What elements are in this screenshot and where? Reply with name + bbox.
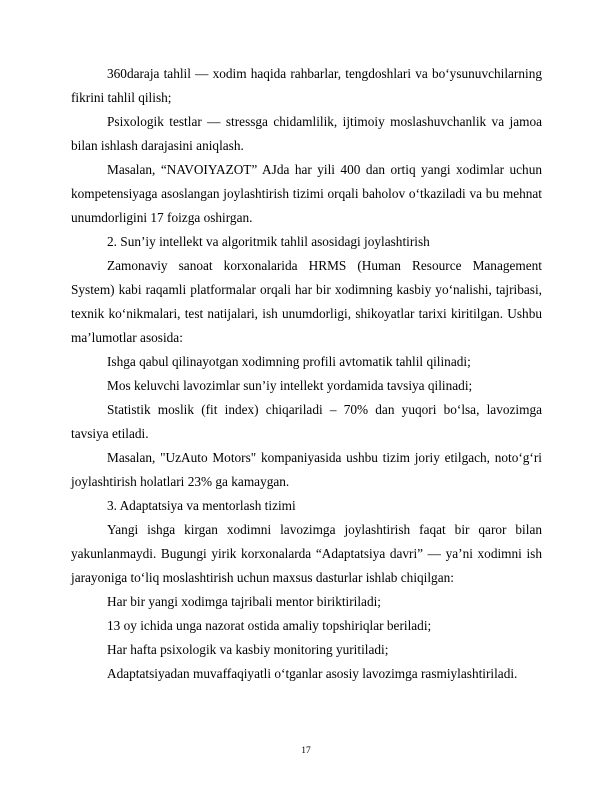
list-item-position-recommendation: Mos keluvchi lavozimlar sun’iy intellekt yordamida tavsiya qilinadi;: [107, 378, 473, 393]
list-item-formalization: Adaptatsiyadan muvaffaqiyatli o‘tganlar asosiy lavozimga rasmiylashtiriladi.: [107, 666, 518, 681]
section-heading-ai-placement: 2. Sun’iy intellekt va algoritmik tahlil asosidagi joylashtirish: [107, 234, 430, 249]
paragraph-adaptation-period: Yangi ishga kirgan xodimni lavozimga joylashtirish faqat bir qaror bilan yakunlanmaydi. Bugungi yirik korxonalarda “Adaptatsiya davri” — ya’ni xodimni ish jarayoniga to‘liq moslashtirish uchun maxsus dasturlar ishlab chiqilgan:: [71, 522, 542, 585]
page-number: 17: [301, 746, 311, 756]
list-item-mentor-assigned: Har bir yangi xodimga tajribali mentor biriktiriladi;: [107, 594, 381, 609]
list-item-fit-index: Statistik moslik (fit index) chiqariladi – 70% dan yuqori bo‘lsa, lavozimga tavsiya etiladi.: [71, 402, 542, 441]
paragraph-psychological-tests: Psixologik testlar — stressga chidamlilik, ijtimoiy moslashuvchanlik va jamoa bilan ishlash darajasini aniqlash.: [71, 114, 542, 153]
document-body: [71, 62, 542, 686]
list-item-weekly-monitoring: Har hafta psixologik va kasbiy monitoring yuritiladi;: [107, 642, 389, 657]
paragraph-360-degree-review: 360daraja tahlil — xodim haqida rahbarlar, tengdoshlari va bo‘ysunuvchilarning fikrini tahlil qilish;: [71, 66, 542, 105]
list-item-practical-tasks: 13 oy ichida unga nazorat ostida amaliy topshiriqlar beriladi;: [107, 618, 432, 633]
paragraph-hrms-platforms: Zamonaviy sanoat korxonalarida HRMS (Human Resource Management System) kabi raqamli platformalar orqali har bir xodimning kasbiy yo‘nalishi, tajribasi, texnik ko‘nikmalari, test natijalari, ish unumdorligi, shikoyatlar tarixi kiritilgan. Ushbu ma’lumotlar asosida:: [71, 258, 542, 345]
paragraph-uzauto-example: Masalan, "UzAuto Motors" kompaniyasida ushbu tizim joriy etilgach, noto‘g‘ri joylashtirish holatlari 23% ga kamaygan.: [71, 450, 542, 489]
list-item-profile-analysis: Ishga qabul qilinayotgan xodimning profili avtomatik tahlil qilinadi;: [107, 354, 471, 369]
paragraph-navoiyazot-example: Masalan, “NAVOIYAZOT” AJda har yili 400 dan ortiq yangi xodimlar uchun kompetensiyaga asoslangan joylashtirish tizimi orqali baholov o‘tkaziladi va bu mehnat unumdorligini 17 foizga oshirgan.: [71, 162, 542, 225]
section-heading-adaptation-mentoring: 3. Adaptatsiya va mentorlash tizimi: [107, 498, 296, 513]
